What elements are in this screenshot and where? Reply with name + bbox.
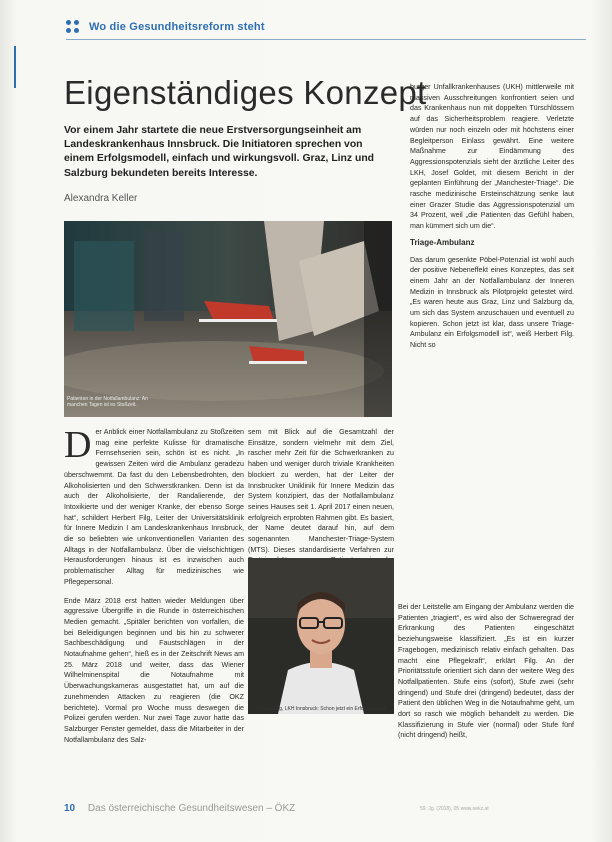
column2-paragraph-1: sem mit Blick auf die Gesamtzahl der Einsätze, sondern vielmehr mit dem Ziel, rascher mehr Zeit für die Schwerkranken zu haben und weniger durch triviale Krankheiten blockiert zu werden, hat der Leiter der Innsbrucker Uniklinik für Innere Medizin das System konzipiert, das der Notfallambulanz seines Hauses seit 1. April 2017 einen neuen, erfolgreich erprobten Rahmen gibt. Es basiert, der Name deutet darauf hin, auf dem sogenannten Manchester-Triage-System (MTS). Dieses standardisierte Verfahren zur (248, 428, 394, 554)
ambulance-photo-illustration (64, 221, 392, 417)
column2-paragraph-2: Bei der Leitstelle am Eingang der Ambulanz werden die Patienten „triagiert“, es wird also der Schweregrad der Erkrankung des Patienten eingeschätzt beziehungsweise klassifiziert. „Es ist ein kurzer Fragebogen, medizinisch relativ einfach gehalten. Das macht eine Pflegekraft“, erklärt Filg. An der Prioritätsstufe orientiert sich dann der weitere Weg des Notfallpatienten. Stufe eins (sofort), Stufe zwei (sehr dringend) und Stufe drei (dringend) bedeutet, dass der Patient den üblichen Weg in die Notaufnahme geht, um dort so rasch wie möglich behandelt zu werden. Die Klassifizierung in Stufe vier (normal) oder Stufe fünf (nicht dringend) heißt, (398, 603, 574, 740)
issue-info: 59. Jg. (2018), 05 www.oekz.at (420, 806, 489, 812)
page-footer (64, 803, 295, 814)
grid-dots-icon (66, 20, 79, 33)
article-column-1 (64, 424, 244, 745)
page-number: 10 (64, 803, 76, 814)
margin-marker (14, 46, 16, 88)
article-author: Alexandra Keller (64, 193, 138, 204)
photo2-caption: Herbert Filg, LKH Innsbruck: Schon jetzt ein Erfolgsmodell. (255, 706, 387, 712)
portrait-illustration (248, 558, 394, 714)
column1-paragraph-2: Ende März 2018 erst hatten wieder Meldungen über aggressive Übergriffe in die Runde in österreichischen Medien gemacht. „Spitäler berichten von vorfallen, die bei Beleidigungen beginnen und bis hin zu schwerer Sachbeschädigung und Faustschlägen in der Notaufnahme gehen“, hieß es in der Zeitschrift News am 25. März 2018 und weiter, dass das Wiener Wilhelminenspital die Notaufnahme mit Überwachungskameras ausgestattet hat, um auf die zunehmenden Attacken zu reagieren (die OKZ berichtete). Vormal pro Woche muss deswegen die Polizei gerufen werden. Nur zwei Tage zuvor hatte das Salzburger Fenster gemeldet, dass die Mitarbeiter in der Notfallambulanz des Salz- (64, 596, 244, 744)
photo1-caption: Patienten in der Notfallambulanz: An manchen Tagen ist es Stoßzeit. (67, 396, 148, 408)
column3-paragraph-2: Das darum gesenkte Pöbel-Potenzial ist wohl auch der positive Nebeneffekt eines Konzeptes, das seit einem Jahr an der Notfallambulanz der Inneren Medizin in Innsbruck als Pilotprojekt getestet wird. „Es waren heute aus Graz, Linz und Salzburg da, um sich das System anzuschauen und eventuell zu kopieren. Schon jetzt ist klar, dass unsere Triage-Ambulanz ein Erfolgsmodell ist“, weiß Herbert Filg. Nicht so (410, 255, 574, 350)
column3-paragraph-1: burger Unfallkrankenhauses (UKH) mittlerweile mit massiven Ausschreitungen konfrontiert seien und das Krankenhaus nun mit doppelten Türschlössern auf das Sicherheitsproblem reagiere. Verletzte würden nur noch einzeln oder mit höchstens einer Begleitperson Einlass gewährt. Eine weitere Maßnahme zur Eindämmung des Aggressionspotenzials sieht der ärztliche Leiter des LKH, Josef Goldet, mit diesem Bericht in der geplanten Einführung der „Manchester-Triage“. Die rasche medizinische Ersteinschätzung senke laut einer Grazer Studie das Aggressionspotenzial um 34 Prozent, weil „die Patienten das Gefühl haben, man kümmert sich um die“. (410, 83, 574, 231)
portrait-photo (248, 558, 394, 714)
column1-paragraph-1: er Anblick einer Notfallambulanz zu Stoßzeiten mag eine perfekte Kulisse für dramatische Fernsehserien sein, schön ist es nicht. „In gewissen Zeiten wird die Ambulanz geradezu überschwemmt. Da fast du den Lebensbedrohten, den Alkoholisierten und den Schwerstkranken. Denn ist da auch der Alkoholisierte, der Randalierende, der Intoxikierte und der weniger Kranke, der ebenso Sorge hat“, schildert Herbert Filg, Leiter der Universitätsklinik für Innere Medizin I am Landeskrankenhaus Innsbruck, die so beliebten wie unkonventionellen Varianten des Alltags in der Notfallambulanz. Über die vielschichtigen Herausforderungen hinaus ist es inzwischen auch problematischer Alltag für medizinisches wie Pflegepersonal. (64, 428, 244, 586)
article-title: Eigenständiges Konzept (64, 74, 427, 111)
ambulance-photo (64, 221, 392, 417)
subheading: Triage-Ambulanz (410, 237, 475, 247)
article-column-3 (410, 82, 574, 351)
section-title: Wo die Gesundheitsreform steht (89, 20, 265, 33)
drop-cap: D (64, 424, 92, 466)
article-lead: Vor einem Jahr startete die neue Erstversorgungseinheit am Landeskrankenhaus Innsbruck. Die Initiatoren sprechen von einem Erfolgsmodell, einfach und wirkungsvoll. Graz, Linz und Salzburg bekundeten bereits Interesse. (64, 125, 375, 179)
header-divider (66, 39, 586, 40)
section-header (66, 20, 265, 33)
publication-name: Das österreichische Gesundheitswesen – ÖKZ (87, 803, 296, 814)
article-column-2b (398, 602, 574, 741)
